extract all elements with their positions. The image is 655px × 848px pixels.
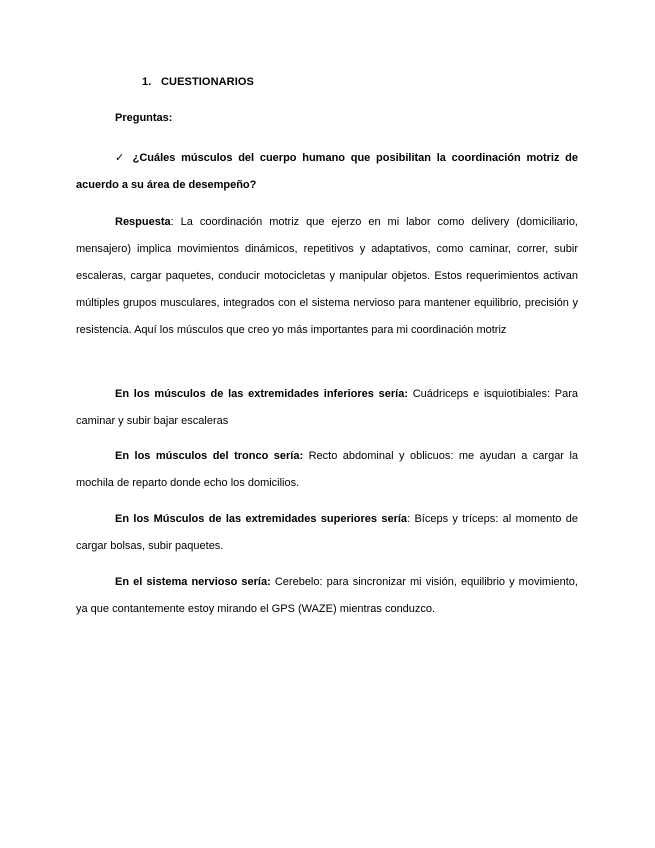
section-title: CUESTIONARIOS [161, 76, 254, 88]
item-text: : Bíceps y tríceps: al momento de cargar bolsas, subir paquetes. [76, 513, 579, 552]
section-heading [142, 76, 254, 88]
item-label: En los músculos de las extremidades inferiores sería: [115, 388, 408, 400]
section-number: 1. [142, 76, 152, 88]
item-text: Recto abdominal y oblicuos: me ayudan a cargar la mochila de reparto donde echo los domicilios. [76, 450, 579, 489]
item-paragraph-nervous-system [76, 569, 578, 623]
question-paragraph [76, 145, 578, 199]
item-paragraph-lower-limbs [76, 381, 578, 435]
item-text: Cuádriceps e isquiotibiales: Para caminar y subir bajar escaleras [76, 388, 578, 427]
check-mark-icon: ✓ [115, 152, 127, 164]
answer-paragraph [76, 209, 578, 344]
item-label: En el sistema nervioso sería: [115, 576, 271, 588]
answer-label: Respuesta [115, 216, 171, 228]
preguntas-label: Preguntas: [115, 112, 173, 124]
question-text: ¿Cuáles músculos del cuerpo humano que posibilitan la coordinación motriz de acuerdo a su área de desempeño? [76, 152, 579, 191]
item-paragraph-trunk [76, 443, 578, 497]
item-paragraph-upper-limbs [76, 506, 578, 560]
answer-text: : La coordinación motriz que ejerzo en mi labor como delivery (domiciliario, mensajero) implica movimientos dinámicos, repetitivos y adaptativos, como caminar, correr, subir escaleras, cargar paquetes, conducir motocicletas y manipular objetos. Estos requerimientos activan múltiples grupos musculares, integrados con el sistema nervioso para mantener equilibrio, precisión y resistencia. Aquí los músculos que creo yo más importantes para mi coordinación motriz [76, 216, 578, 336]
item-label: En los Músculos de las extremidades superiores sería [115, 513, 408, 525]
item-label: En los músculos del tronco sería: [115, 450, 304, 462]
item-text: Cerebelo: para sincronizar mi visión, equilibrio y movimiento, ya que contantemente estoy mirando el GPS (WAZE) mientras conduzco. [76, 576, 578, 615]
